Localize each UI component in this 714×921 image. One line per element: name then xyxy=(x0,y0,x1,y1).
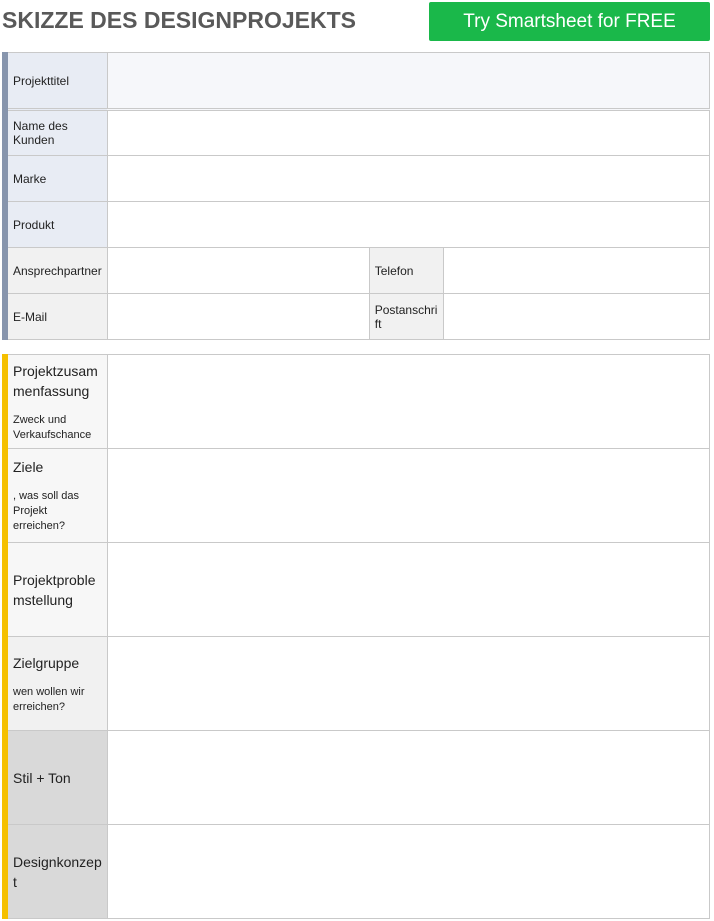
audience-label-cell xyxy=(5,637,107,731)
postal-address-label: Postanschrift xyxy=(369,294,443,340)
try-smartsheet-button[interactable]: Try Smartsheet for FREE xyxy=(429,2,710,41)
summary-field[interactable] xyxy=(107,355,709,449)
audience-field[interactable] xyxy=(107,637,709,731)
problem-title: Projektproblemstellung xyxy=(13,571,96,608)
problem-label-cell xyxy=(5,543,107,637)
project-details-table xyxy=(2,354,710,919)
style-label-cell xyxy=(5,731,107,825)
email-field[interactable] xyxy=(107,294,369,340)
summary-title: Projektzusammenfassung xyxy=(13,362,98,399)
product-label: Produkt xyxy=(5,202,107,248)
audience-hint: wen wollen wir erreichen? xyxy=(13,685,85,713)
client-name-label: Name des Kunden xyxy=(5,110,107,156)
concept-field[interactable] xyxy=(107,825,709,919)
phone-label: Telefon xyxy=(369,248,443,294)
project-title-label: Projekttitel xyxy=(5,53,107,110)
brand-field[interactable] xyxy=(107,156,709,202)
audience-title: Zielgruppe xyxy=(13,654,80,671)
concept-label-cell xyxy=(5,825,107,919)
style-field[interactable] xyxy=(107,731,709,825)
concept-title: Designkonzept xyxy=(13,853,102,890)
project-title-field[interactable] xyxy=(107,53,709,110)
client-info-table xyxy=(2,52,710,340)
postal-address-field[interactable] xyxy=(444,294,710,340)
goals-hint: , was soll das Projekt erreichen? xyxy=(13,490,80,532)
client-name-field[interactable] xyxy=(107,110,709,156)
product-field[interactable] xyxy=(107,202,709,248)
goals-label-cell xyxy=(5,449,107,543)
contact-label: Ansprechpartner xyxy=(5,248,107,294)
page-title: SKIZZE DES DESIGNPROJEKTS xyxy=(2,7,357,33)
goals-title: Ziele xyxy=(13,459,44,475)
summary-hint: Zweck und Verkaufschance xyxy=(13,413,92,441)
brand-label: Marke xyxy=(5,156,107,202)
style-title: Stil + Ton xyxy=(13,769,71,786)
goals-field[interactable] xyxy=(107,449,709,543)
problem-field[interactable] xyxy=(107,543,709,637)
email-label: E-Mail xyxy=(5,294,107,340)
contact-field[interactable] xyxy=(107,248,369,294)
summary-label-cell xyxy=(5,355,107,449)
phone-field[interactable] xyxy=(444,248,710,294)
